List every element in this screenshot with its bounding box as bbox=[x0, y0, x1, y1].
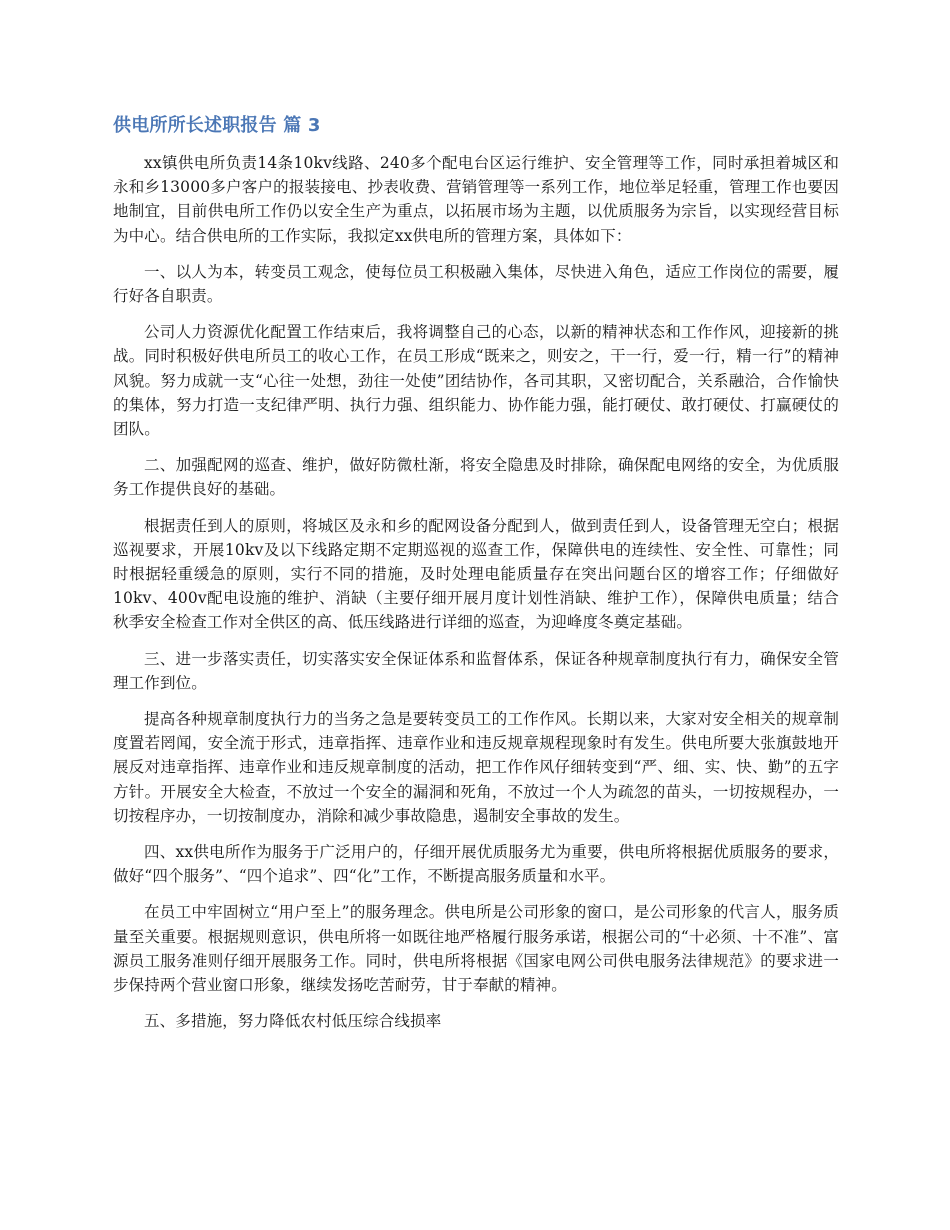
paragraph-section-3-body: 提高各种规章制度执行力的当务之急是要转变员工的工作作风。长期以来，大家对安全相关的规章制度置若罔闻，安全流于形式，违章指挥、违章作业和违反规章规程现象时有发生。供电所要大张旗鼓地开展反对违章指挥、违章作业和违反规章制度的活动，把工作作风仔细转变到“严、细、实、快、勤”的五字方针。开展安全大检查，不放过一个安全的漏洞和死角，不放过一个人为疏忽的苗头，一切按规程办，一切按程序办，一切按制度办，消除和减少事故隐患，遏制安全事故的发生。 bbox=[113, 710, 839, 825]
paragraph-section-4-body: 在员工中牢固树立“用户至上”的服务理念。供电所是公司形象的窗口，是公司形象的代言人，服务质量至关重要。根据规则意识，供电所将一如既往地严格履行服务承诺，根据公司的“十必须、十不准”、富源员工服务准则仔细开展服务工作。同时，供电所将根据《国家电网公司供电服务法律规范》的要求进一步保持两个营业窗口形象，继续发扬吃苦耐劳，甘于奉献的精神。 bbox=[113, 903, 839, 995]
paragraph-section-1-heading: 一、以人为本，转变员工观念，使每位员工积极融入集体，尽快进入角色，适应工作岗位的需要，履行好各自职责。 bbox=[113, 262, 839, 306]
paragraph-section-2-heading: 二、加强配网的巡查、维护，做好防微杜渐，将安全隐患及时排除，确保配电网络的安全，为优质服务工作提供良好的基础。 bbox=[113, 456, 839, 499]
paragraph-section-4-heading: 四、xx供电所作为服务于广泛用户的，仔细开展优质服务尤为重要，供电所将根据优质服务的要求，做好“四个服务”、“四个追求”、四“化”工作，不断提高服务质量和水平。 bbox=[113, 843, 839, 886]
paragraph-section-1-body: 公司人力资源优化配置工作结束后，我将调整自己的心态，以新的精神状态和工作作风，迎接新的挑战。同时积极好供电所员工的收心工作，在员工形成“既来之，则安之，干一行，爱一行，精一行”的精神风貌。努力成就一支“心往一处想，劲往一处使”团结协作，各司其职，又密切配合，关系融洽，合作愉快的集体，努力打造一支纪律严明、执行力强、组织能力、协作能力强，能打硬仗、敢打硬仗、打赢硬仗的团队。 bbox=[113, 323, 839, 439]
document-body bbox=[113, 112, 839, 1034]
paragraph-section-5-heading: 五、多措施，努力降低农村低压综合线损率 bbox=[144, 1012, 442, 1031]
document-title: 供电所所长述职报告 篇 3 bbox=[113, 115, 321, 136]
paragraph-section-3-heading: 三、进一步落实责任，切实落实安全保证体系和监督体系，保证各种规章制度执行有力，确保安全管理工作到位。 bbox=[113, 649, 839, 692]
paragraph-intro: xx镇供电所负责14条10kv线路、240多个配电台区运行维护、安全管理等工作，同时承担着城区和永和乡13000多户客户的报装接电、抄表收费、营销管理等一系列工作，地位举足轻重，管理工作也要因地制宜，目前供电所工作仍以安全生产为重点，以拓展市场为主题，以优质服务为宗旨，以实现经营目标为中心。结合供电所的工作实际，我拟定xx供电所的管理方案，具体如下： bbox=[113, 154, 839, 245]
paragraph-section-2-body: 根据责任到人的原则，将城区及永和乡的配网设备分配到人，做到责任到人，设备管理无空白；根据巡视要求，开展10kv及以下线路定期不定期巡视的巡查工作，保障供电的连续性、安全性、可靠性；同时根据轻重缓急的原则，实行不同的措施，及时处理电能质量存在突出问题台区的增容工作；仔细做好10kv、400v配电设施的维护、消缺（主要仔细开展月度计划性消缺、维护工作），保障供电质量；结合秋季安全检查工作对全供区的高、低压线路进行详细的巡查，为迎峰度冬奠定基础。 bbox=[113, 516, 839, 632]
